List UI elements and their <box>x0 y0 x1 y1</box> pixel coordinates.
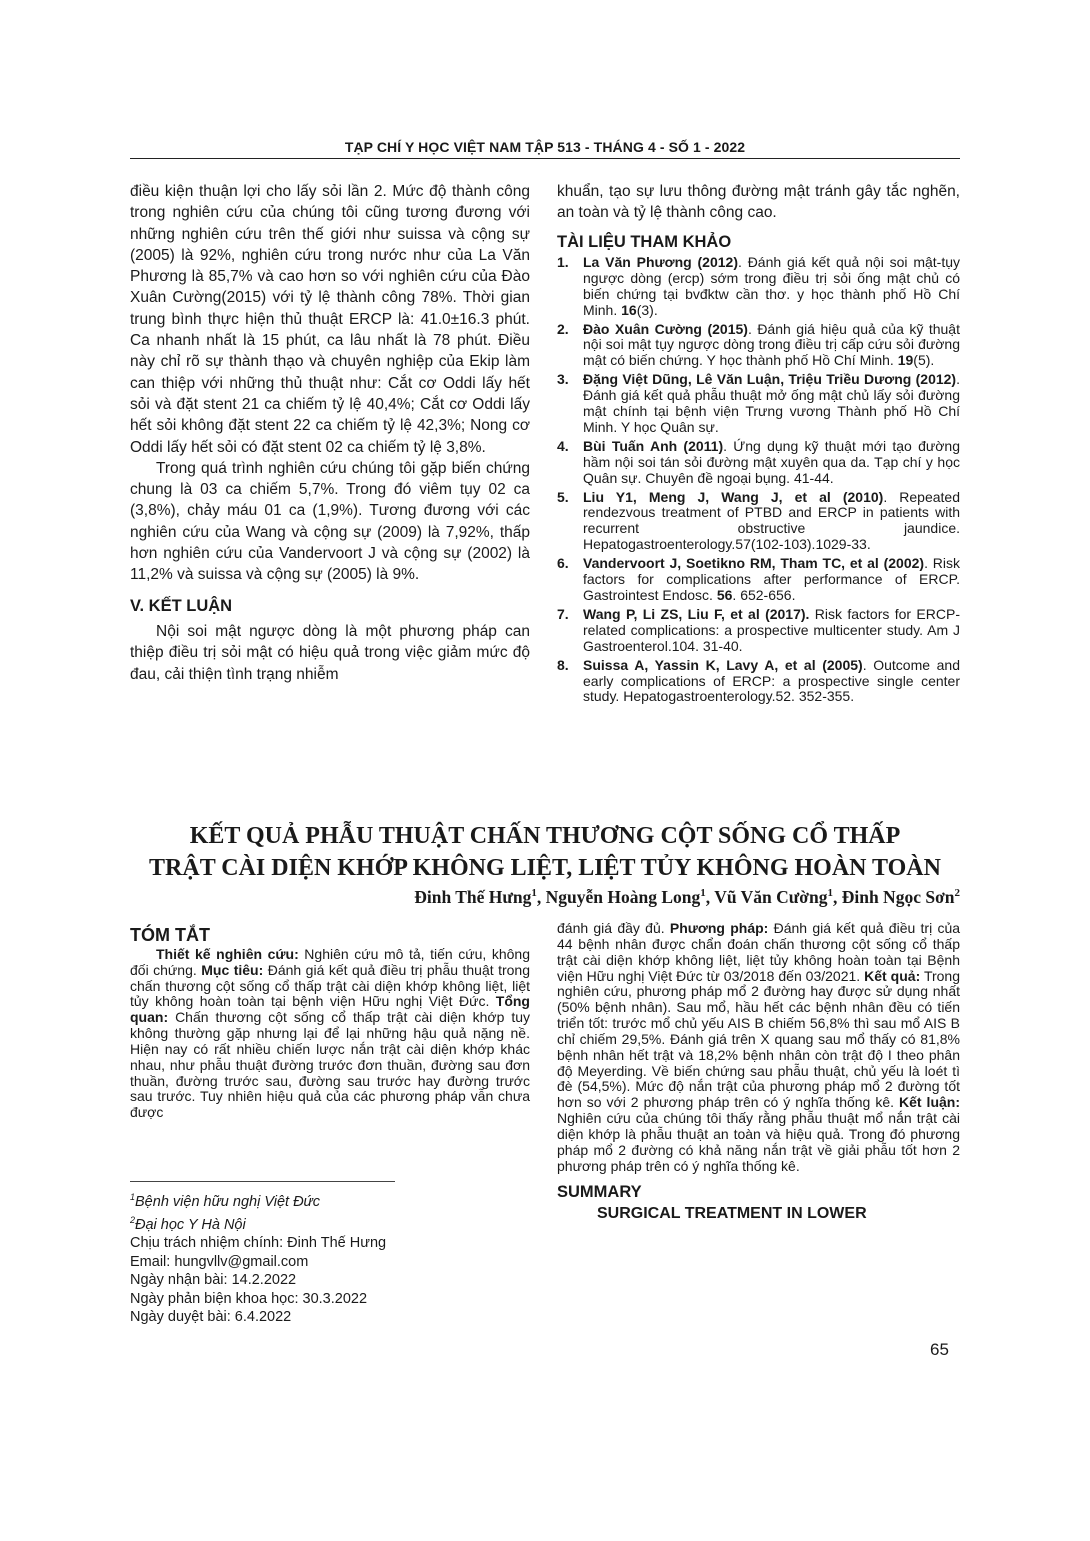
author-affiliation: 1 <box>827 887 833 900</box>
reference-item: 1. La Văn Phương (2012). Đánh giá kết quả nội soi mật-tụy ngược dòng (ercp) sớm trong điều trị sỏi ống mật chủ có biến chứng tại bvđktw cần thơ. y học thành phố Hồ Chí Minh. 16(3). <box>557 253 960 318</box>
affiliation-2: $^2$Đại học Y Hà Nội <box>130 1215 246 1234</box>
references-heading: TÀI LIỆU THAM KHẢO <box>557 232 732 251</box>
right-column <box>557 181 960 708</box>
abstract-left-column <box>130 925 530 1121</box>
date-reviewed: Ngày phản biện khoa học: 30.3.2022 <box>130 1290 368 1307</box>
page-number: 65 <box>930 1340 949 1359</box>
abstract-text: Thiết kế nghiên cứu: Nghiên cứu mô tả, tiến cứu, không đối chứng. Mục tiêu: Đánh giá kết quả điều trị phẫu thuật trong chấn thương cột sống cổ thấp trật cài diện khớp không liệt, liệt tủy không hoàn toàn tại bệnh viện Hữu nghị Việt Đức. Tổng quan: Chấn thương cột sống cổ thấp trật cài diện khớp tuy không thường gặp nhưng lại để lại những hậu quả nặng nề. Hiện nay có rất nhiều chiến lược nắn trật cài diện khớp khác nhau, như phẫu thuật đường trước đơn thuần, đường sau đơn thuần, đường trước sau, đường sau trước hay đường trước sau trước. Tuy nhiên hiệu quả của các phương pháp vẫn chưa được <box>130 945 530 1121</box>
author-list: Đinh Thế Hưng$^1$, Nguyễn Hoàng Long$^1$, Vũ Văn Cường$^1$, Đinh Ngọc Sơn$^2$ <box>414 887 960 907</box>
header-divider <box>130 158 960 159</box>
summary-heading: SUMMARY <box>557 1182 642 1201</box>
reference-item: 8. Suissa A, Yassin K, Lavy A, et al (2005). Outcome and early complications of ERCP: a prospective single center study. Hepatogastroenterology.52. 352-355. <box>557 656 960 705</box>
author-affiliation: 2 <box>954 887 960 900</box>
author-name: Nguyễn Hoàng Long <box>545 887 701 907</box>
summary-title: SURGICAL TREATMENT IN LOWER <box>597 1205 867 1223</box>
date-received: Ngày nhận bài: 14.2.2022 <box>130 1272 297 1289</box>
reference-item: 2. Đào Xuân Cường (2015). Đánh giá hiệu quả của kỹ thuật nội soi mật tụy ngược dòng trong điều trị cấp cứu sỏi đường mật có biến chứng. Y học thành phố Hồ Chí Minh. 19(5). <box>557 320 960 369</box>
abstract-heading: TÓM TẮT <box>130 925 210 945</box>
left-column <box>130 181 530 685</box>
author-name: Đinh Ngọc Sơn <box>841 887 955 907</box>
reference-list <box>557 255 960 705</box>
conclusion-continuation: khuẩn, tạo sự lưu thông đường mật tránh gây tắc nghẽn, an toàn và tỷ lệ thành công cao. <box>557 183 960 222</box>
footnote-divider <box>130 1181 395 1182</box>
author-affiliation: 1 <box>531 887 537 900</box>
abstract-text-continued: đánh giá đầy đủ. Phương pháp: Đánh giá kết quả điều trị của 44 bệnh nhân được chẩn đoán chấn thương cột sống cổ thấp trật cài diện khớp không liệt, liệt tủy không hoàn toàn tại Bệnh viện Hữu nghị Việt Đức từ 03/2018 đến 03/2021. Kết quả: Trong nghiên cứu, phương pháp mổ 2 đường hay được sử dụng nhất (50% bệnh nhân). Sau mổ, hầu hết các bệnh nhân đều có tiến triển tốt: trước mổ chủ yếu AIS B chiếm 56,8% thì sau mổ AIS B chỉ chiếm 29,5%. Đánh giá trên X quang sau mổ thấy có 81,8% bệnh nhân hết trật và 18,2% bệnh nhân còn trật độ I theo phân độ Meyerding. Về biến chứng sau phẫu thuật, chủ yếu là loét tì đè (54,5%). Mức độ nắn trật của phương pháp mổ 2 đường tốt hơn so với 2 phương pháp trên có ý nghĩa thống kê. Kết luận: Nghiên cứu của chúng tôi thấy rằng phẫu thuật mổ nắn trật cài diện khớp là phẫu thuật an toàn và hiệu quả. Trong đó phương pháp mổ 2 đường có khả năng nắn trật về giải phẫu tốt hơn 2 phương pháp trên có ý nghĩa thống kê. <box>557 920 961 1174</box>
reference-item: 7. Wang P, Li ZS, Liu F, et al (2017). Risk factors for ERCP-related complications: a prospective multicenter study. Am J Gastroenterol.104. 31-40. <box>557 605 960 654</box>
corresponding-author: Chịu trách nhiệm chính: Đinh Thế Hưng <box>130 1235 387 1252</box>
affiliation-1: $^1$Bệnh viện hữu nghị Việt Đức <box>130 1192 320 1210</box>
email: Email: hungvllv@gmail.com <box>130 1253 309 1270</box>
journal-header: TẠP CHÍ Y HỌC VIỆT NAM TẬP 513 - THÁNG 4 - SỐ 1 - 2022 <box>344 139 746 155</box>
discussion-paragraph-2: Trong quá trình nghiên cứu chúng tôi gặp biến chứng chung là 03 ca chiếm 5,7%. Trong đó viêm tụy 02 ca (3,8%), chảy máu 01 ca (1,9%). Tương đương với các nghiên cứu của Wang và cộng sự (2009) là 7,92%, thấp hơn nghiên cứu của Vandervoort J và cộng sự (2002) là 11,2% và suissa và cộng sự (2005) là 9%. <box>130 459 530 584</box>
article-title-line-2: TRẬT CÀI DIỆN KHỚP KHÔNG LIỆT, LIỆT TỦY KHÔNG HOÀN TOÀN <box>149 855 941 881</box>
conclusion-text: Nội soi mật ngược dòng là một phương pháp can thiệp điều trị sỏi mật có hiệu quả trong việc giảm mức độ đau, cải thiện tình trạng nhiễm <box>130 622 530 683</box>
footnotes <box>130 1188 530 1327</box>
author-name: Đinh Thế Hưng <box>414 887 532 907</box>
conclusion-heading: V. KẾT LUẬN <box>130 596 233 615</box>
discussion-paragraph-1: điều kiện thuận lợi cho lấy sỏi lần 2. Mức độ thành công trong nghiên cứu của chúng tôi cũng tương đương với những nghiên cứu trên thế giới như suissa và cộng sự (2005) là 92%, nghiên cứu trong nước như của La Văn Phương là 85,7% và cao hơn so với nghiên cứu của Đào Xuân Cường(2015) với tỷ lệ thành công 78%. Thời gian trung bình thực hiện thủ thuật ERCP là: 41.0±16.3 phút. Ca nhanh nhất là 15 phút, ca lâu nhất là 78 phút. Điều này chỉ rõ sự thành thạo và chuyên nghiệp của Ekip làm can thiệp với những thủ thuật như: Cắt cơ Oddi lấy hết sỏi và đặt stent 21 ca chiếm tỷ lệ 40,4%; Cắt cơ Oddi lấy hết sỏi không đặt stent 22 ca chiếm tỷ lệ 42,3%; Nong cơ Oddi lấy hết sỏi có đặt stent 02 ca chiếm tỷ lệ 3,8%. <box>130 183 530 456</box>
reference-item: 6. Vandervoort J, Soetikno RM, Tham TC, et al (2002). Risk factors for complications after performance of ERCP. Gastrointest Endosc. 56. 652-656. <box>557 555 960 604</box>
reference-item: 3. Đặng Việt Dũng, Lê Văn Luận, Triệu Triều Dương (2012). Đánh giá kết quả phẫu thuật mở ống mật chủ lấy sỏi đường mật chính tại bệnh viện Trưng vương Thành phố Hồ Chí Minh. Y học Quân sự. <box>557 371 960 435</box>
date-accepted: Ngày duyệt bài: 6.4.2022 <box>130 1309 292 1326</box>
article-title <box>100 820 990 884</box>
article-title-line-1: KẾT QUẢ PHẪU THUẬT CHẤN THƯƠNG CỘT SỐNG CỔ THẤP <box>189 823 901 849</box>
abstract-right-column <box>557 921 960 1222</box>
author-affiliation: 1 <box>700 887 706 900</box>
reference-item: 5. Liu Y1, Meng J, Wang J, et al (2010). Repeated rendezvous treatment of PTBD and ERCP in patients with recurrent obstructive jaundice. Hepatogastroenterology.57(102-103).1029-33. <box>557 488 960 553</box>
author-name: Vũ Văn Cường <box>714 887 828 907</box>
reference-item: 4. Bùi Tuấn Anh (2011). Ứng dụng kỹ thuật mới tạo đường hầm nội soi tán sỏi đường mật xuyên qua da. Tạp chí y học Quân sự. Chuyên đề ngoại bụng. 41-44. <box>557 437 960 486</box>
